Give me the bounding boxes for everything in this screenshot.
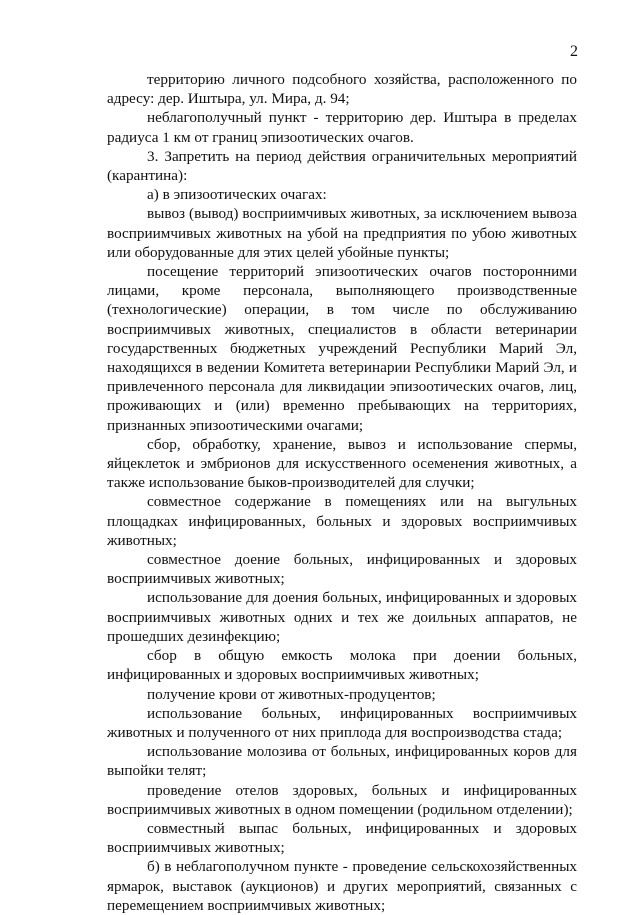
paragraph: использование для доения больных, инфицированных и здоровых восприимчивых животных одних и тех же доильных аппаратов, не прошедших дезинфекцию; xyxy=(107,589,577,645)
page-number: 2 xyxy=(570,43,578,60)
paragraph: сбор в общую емкость молока при доении больных, инфицированных и здоровых восприимчивых животных; xyxy=(107,647,577,684)
paragraph: б) в неблагополучном пункте - проведение сельскохозяйственных ярмарок, выставок (аукционов) и других мероприятий, связанных с перемещением восприимчивых животных; xyxy=(107,858,577,914)
paragraph: получение крови от животных-продуцентов; xyxy=(147,685,436,703)
document-body xyxy=(107,70,577,915)
paragraph: совместное доение больных, инфицированных и здоровых восприимчивых животных; xyxy=(107,551,577,588)
paragraph: вывоз (вывод) восприимчивых животных, за исключением вывоза восприимчивых животных на убой на предприятия по убою животных или оборудованные для этих целей убойные пункты; xyxy=(107,205,577,261)
paragraph: а) в эпизоотических очагах: xyxy=(147,186,327,204)
paragraph: совместное содержание в помещениях или на выгульных площадках инфицированных, больных и здоровых восприимчивых животных; xyxy=(107,493,577,549)
paragraph: территорию личного подсобного хозяйства, расположенного по адресу: дер. Иштыра, ул. Мира, д. 94; xyxy=(107,71,577,108)
paragraph: использование больных, инфицированных восприимчивых животных и полученного от них приплода для воспроизводства стада; xyxy=(107,704,577,741)
paragraph: совместный выпас больных, инфицированных и здоровых восприимчивых животных; xyxy=(107,819,577,857)
paragraph: использование молозива от больных, инфицированных коров для выпойки телят; xyxy=(107,743,577,780)
paragraph: неблагополучный пункт - территорию дер. Иштыра в пределах радиуса 1 км от границ эпизоотических очагов. xyxy=(107,109,577,146)
paragraph: проведение отелов здоровых, больных и инфицированных восприимчивых животных в одном помещении (родильном отделении); xyxy=(107,781,577,818)
paragraph: посещение территорий эпизоотических очагов посторонними лицами, кроме персонала, выполняющего производственные (технологические) операции, в том числе по обслуживанию восприимчивых животных, специалистов в области ветеринарии государственных бюджетных учреждений Республики Марий Эл, находящихся в ведении Комитета ветеринарии Республики Марий Эл, и привлеченного персонала для ликвидации эпизоотических очагов, лиц, проживающих и (или) временно пребывающих на территориях, признанных эпизоотическими очагами; xyxy=(107,263,577,434)
paragraph: 3. Запретить на период действия ограничительных мероприятий (карантина): xyxy=(107,147,577,185)
paragraph: сбор, обработку, хранение, вывоз и использование спермы, яйцеклеток и эмбрионов для искусственного осеменения животных, а также использование быков-производителей для случки; xyxy=(107,435,577,492)
